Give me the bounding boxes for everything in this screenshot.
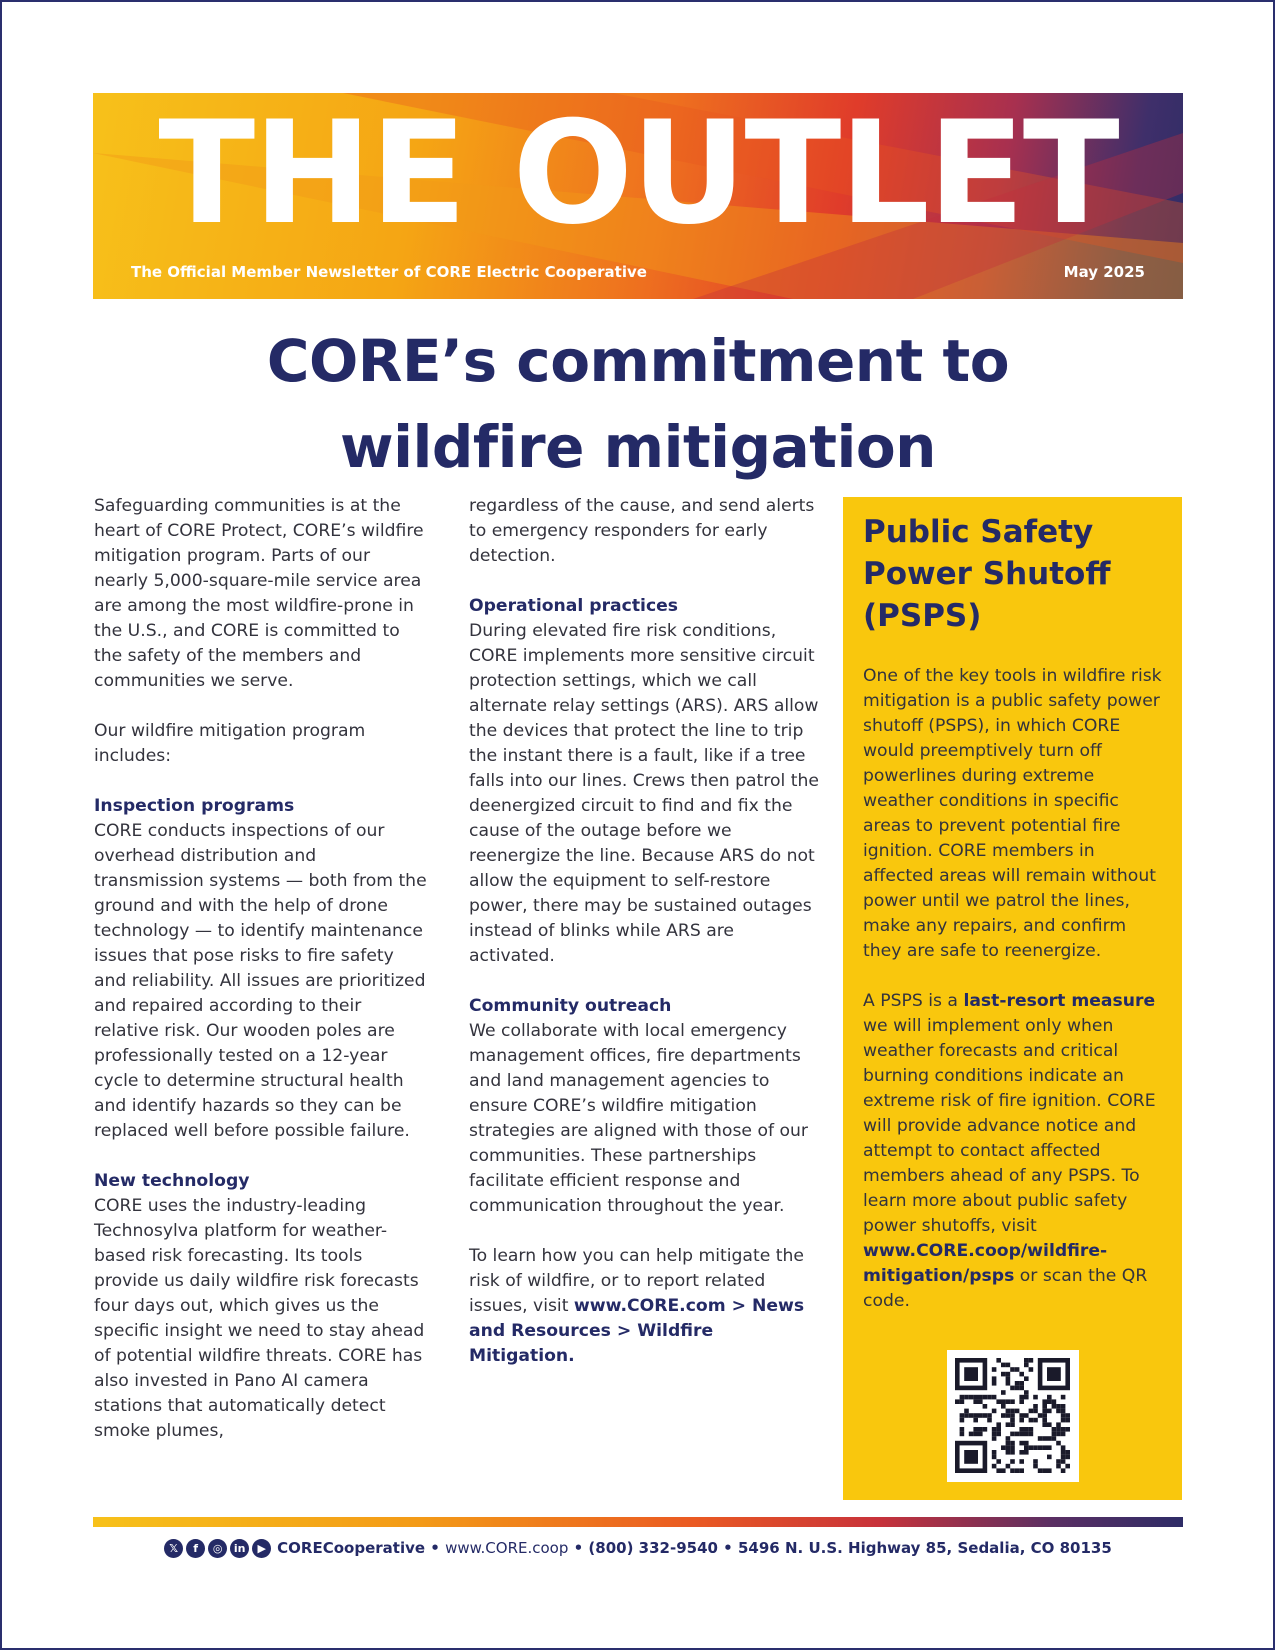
program-intro: Our wildfire mitigation program includes: <box>94 721 366 766</box>
separator: • <box>568 1539 589 1557</box>
issue-date: May 2025 <box>1063 263 1145 281</box>
inspection-heading: Inspection programs <box>94 796 295 816</box>
outreach-heading: Community outreach <box>469 996 672 1016</box>
last-resort-emphasis: last-resort measure <box>963 991 1156 1011</box>
page-headline <box>93 318 1183 490</box>
sidebar-text: A PSPS is a <box>863 991 964 1011</box>
instagram-icon[interactable]: ◎ <box>208 1539 227 1558</box>
linkedin-icon[interactable]: in <box>230 1539 249 1558</box>
sidebar-body <box>863 664 1163 1314</box>
masthead-title: THE OUTLET <box>158 93 1118 256</box>
headline-line-1: CORE’s commitment to <box>266 327 1010 395</box>
qr-code[interactable] <box>947 1350 1079 1482</box>
website-link[interactable]: www.CORE.coop <box>445 1539 569 1557</box>
learn-more-paragraph <box>469 1244 819 1369</box>
article-column-2 <box>469 494 819 1369</box>
sidebar-text: we will implement only when weather forecasts and critical burning conditions indicate an extreme risk of fire ignition. CORE will provide advance notice and attempt to contact affected members ahead of any PSPS. To learn more about public safety power shutoffs, visit <box>863 1016 1156 1236</box>
article-column-1 <box>94 494 429 1444</box>
x-icon[interactable]: 𝕏 <box>164 1539 183 1558</box>
sidebar-paragraph-1: One of the key tools in wildfire risk mitigation is a public safety power shutoff (PSPS), in which CORE would preemptively turn off powerlines during extreme weather conditions in specific areas to prevent potential fire ignition. CORE members in affected areas will remain without power until we patrol the lines, make any repairs, and confirm they are safe to reenergize. <box>863 666 1162 961</box>
qr-code-image <box>947 1350 1079 1482</box>
headline-line-2: wildfire mitigation <box>340 413 936 481</box>
footer-gradient-bar <box>93 1517 1183 1527</box>
mailing-address: 5496 N. U.S. Highway 85, Sedalia, CO 80135 <box>738 1539 1112 1557</box>
sidebar-title: Public Safety Power Shutoff (PSPS) <box>863 514 1111 634</box>
technology-heading: New technology <box>94 1171 250 1191</box>
continued-paragraph: regardless of the cause, and send alerts to emergency responders for early detection. <box>469 496 815 566</box>
separator: • <box>425 1539 446 1557</box>
sidebar-paragraph-2 <box>863 989 1163 1314</box>
youtube-icon[interactable]: ▶ <box>252 1539 271 1558</box>
inspection-body: CORE conducts inspections of our overhead distribution and transmission systems — both from the ground and with the help of drone technology — to identify maintenance issues that pose risks to fire safety and reliability. All issues are prioritized and repaired according to their relative risk. Our wooden poles are professionally tested on a 12-year cycle to determine structural health and identify hazards so they can be replaced well before possible failure. <box>94 821 427 1141</box>
technology-body: CORE uses the industry-leading Technosylva platform for weather-based risk forecasting. Its tools provide us daily wildfire risk forecasts four days out, which gives us the specific insight we need to stay ahead of potential wildfire threats. CORE has also invested in Pano AI camera stations that automatically detect smoke plumes, <box>94 1196 425 1441</box>
social-handle: CORECooperative <box>277 1539 426 1557</box>
masthead-banner <box>93 93 1183 299</box>
sidebar-text: or scan the QR code. <box>863 1266 1148 1311</box>
intro-paragraph: Safeguarding communities is at the heart of CORE Protect, CORE’s wildfire mitigation program. Parts of our nearly 5,000-square-mile service area are among the most wildfire-prone in the U.S., and CORE is committed to the safety of the members and communities we serve. <box>94 496 424 691</box>
masthead-subtitle: The Official Member Newsletter of CORE Electric Cooperative <box>131 263 647 281</box>
social-icons <box>164 1539 271 1558</box>
separator: • <box>717 1539 738 1557</box>
operational-body: During elevated fire risk conditions, CORE implements more sensitive circuit protection settings, which we call alternate relay settings (ARS). ARS allow the devices that protect the line to trip the instant there is a fault, like if a tree falls into our lines. Crews then patrol the deenergized circuit to find and fix the cause of the outage before we reenergize the line. Because ARS do not allow the equipment to self-restore power, there may be sustained outages instead of blinks while ARS are activated. <box>469 621 819 966</box>
learn-more-text: To learn how you can help mitigate the risk of wildfire, or to report related issues, visit <box>469 1246 804 1316</box>
footer-contact <box>93 1535 1183 1561</box>
operational-heading: Operational practices <box>469 596 679 616</box>
psps-sidebar <box>843 497 1182 1500</box>
wildfire-mitigation-link[interactable]: www.CORE.com > News and Resources > Wildfire Mitigation. <box>469 1296 805 1366</box>
facebook-icon[interactable]: f <box>186 1539 205 1558</box>
psps-link[interactable]: www.CORE.coop/wildfire-mitigation/psps <box>863 1241 1108 1286</box>
outreach-body: We collaborate with local emergency management offices, fire departments and land management agencies to ensure CORE’s wildfire mitigation strategies are aligned with those of our communities. These partnerships facilitate efficient response and communication throughout the year. <box>469 1021 808 1216</box>
phone-number[interactable]: (800) 332-9540 <box>588 1539 718 1557</box>
